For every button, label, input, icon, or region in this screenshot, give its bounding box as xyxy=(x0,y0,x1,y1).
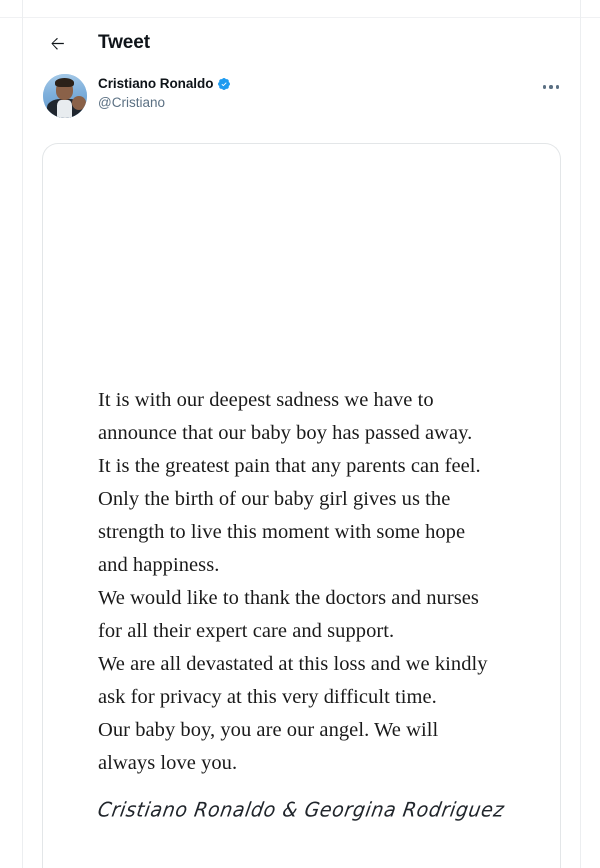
more-dot xyxy=(549,85,553,89)
arrow-left-icon xyxy=(48,34,67,53)
statement-line: strength to live this moment with some hope xyxy=(98,521,466,543)
statement-line: It is with our deepest sadness we have to xyxy=(98,389,434,411)
author-meta xyxy=(98,74,536,111)
tweet-detail-column xyxy=(23,18,580,868)
author-name-line xyxy=(98,75,536,92)
more-horizontal-icon[interactable] xyxy=(536,76,566,98)
more-dot xyxy=(543,85,547,89)
avatar-hair xyxy=(55,78,74,87)
statement-card[interactable] xyxy=(42,143,561,868)
avatar-arm xyxy=(72,96,86,110)
statement-line: Only the birth of our baby girl gives us the xyxy=(98,488,451,510)
right-rail-divider xyxy=(580,0,581,868)
page-header xyxy=(23,18,580,68)
avatar[interactable] xyxy=(43,74,87,118)
statement-line: ask for privacy at this very difficult time. xyxy=(98,686,437,708)
statement-line: announce that our baby boy has passed away. xyxy=(98,422,473,444)
page-title: Tweet xyxy=(98,32,150,53)
statement-line: We would like to thank the doctors and nurses xyxy=(98,587,479,609)
avatar-shirt xyxy=(57,100,72,118)
statement-line: for all their expert care and support. xyxy=(98,620,395,642)
statement-line: Our baby boy, you are our angel. We will xyxy=(98,719,439,741)
statement-line: We are all devastated at this loss and we kindly xyxy=(98,653,488,675)
statement-line: It is the greatest pain that any parents can feel. xyxy=(98,455,481,477)
more-dot xyxy=(556,85,560,89)
handwritten-signature: Cristiano Ronaldo & Georgina Rodriguez xyxy=(96,798,507,822)
verified-badge-icon xyxy=(217,77,231,91)
statement-line: always love you. xyxy=(98,752,238,774)
tweet-author-row xyxy=(23,68,580,126)
statement-line: and happiness. xyxy=(98,554,220,576)
statement-text xyxy=(98,384,528,780)
back-button[interactable] xyxy=(42,28,72,58)
author-display-name[interactable]: Cristiano Ronaldo xyxy=(98,76,214,91)
author-handle[interactable]: @Cristiano xyxy=(98,95,165,110)
